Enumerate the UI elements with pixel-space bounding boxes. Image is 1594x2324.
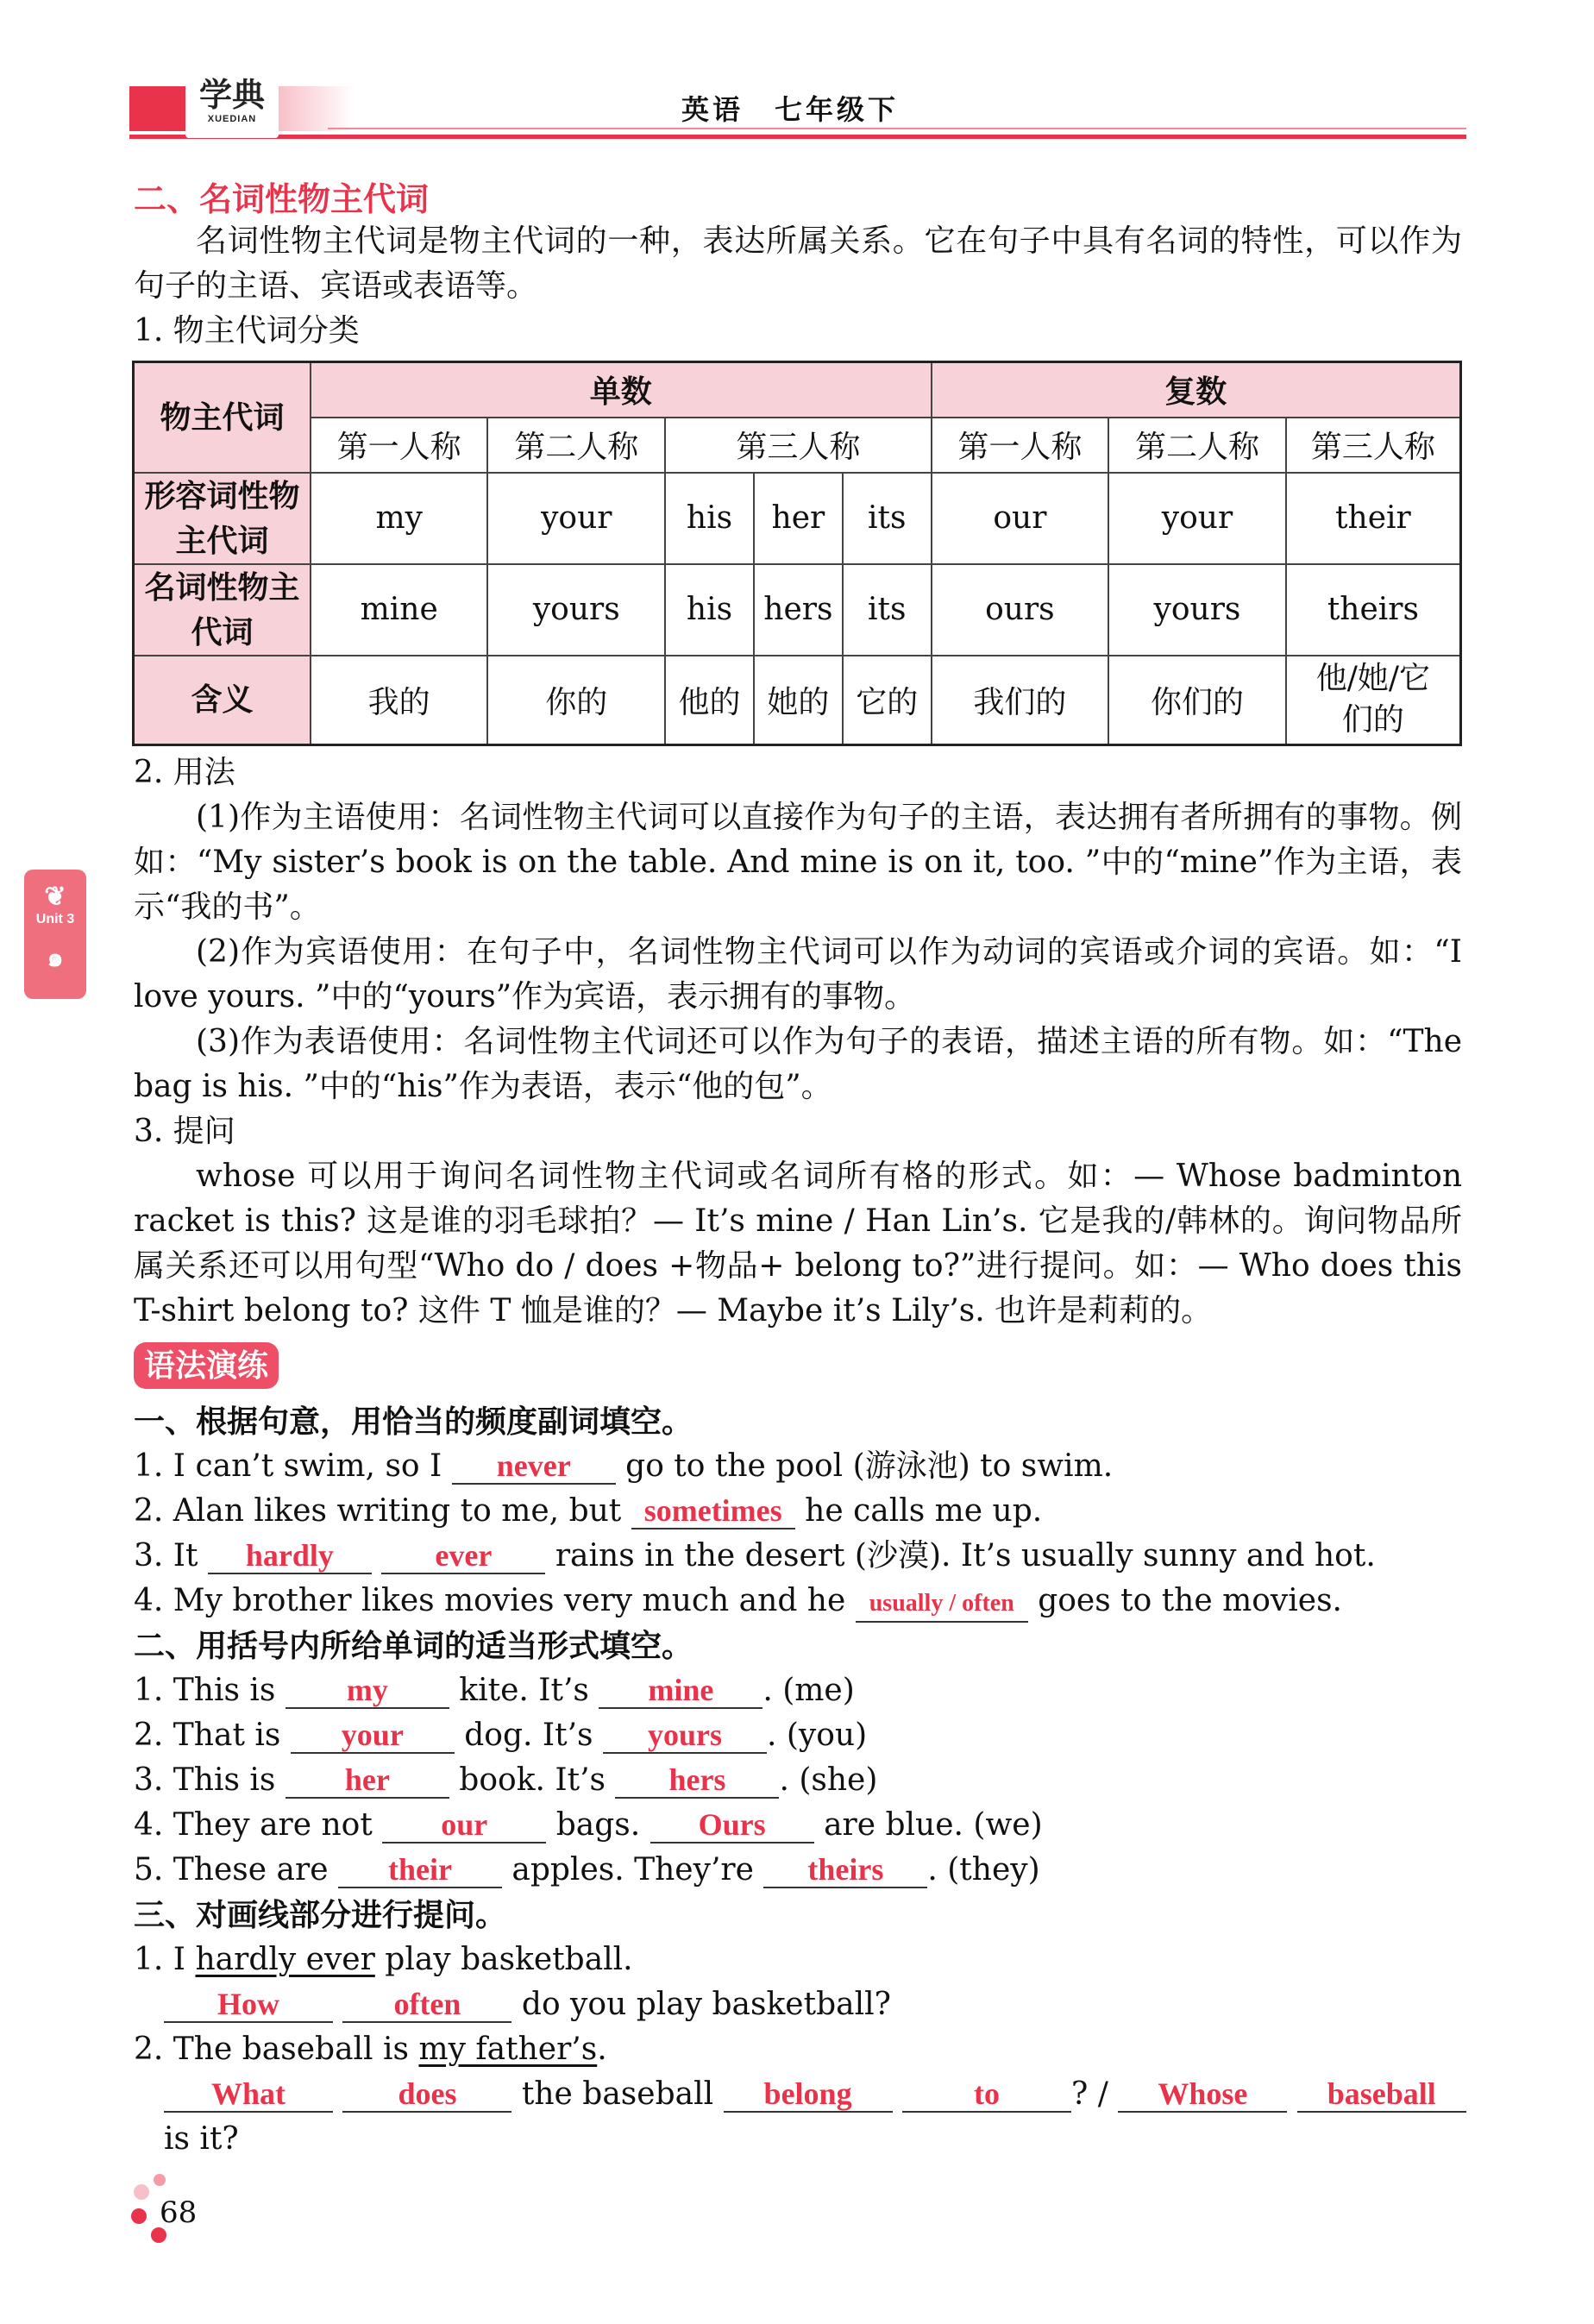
question-title: 3. 提问 bbox=[134, 1114, 235, 1149]
row-label: 名词性物主代词 bbox=[134, 564, 311, 656]
answer-blank[interactable]: baseball bbox=[1297, 2076, 1466, 2113]
table-cell: yours bbox=[487, 564, 665, 656]
answer-line bbox=[164, 1982, 891, 2027]
table-cell: 你们的 bbox=[1108, 656, 1286, 745]
table-cell: ours bbox=[932, 564, 1109, 656]
answer-blank[interactable]: usually / often bbox=[856, 1586, 1028, 1623]
table-cell: 她的 bbox=[754, 656, 843, 745]
exercise-text: do you play basketball? bbox=[511, 1987, 891, 2022]
unit-label: Unit 3 bbox=[35, 912, 75, 926]
answer-blank[interactable]: yours bbox=[603, 1718, 767, 1754]
section-title: 二、名词性物主代词 bbox=[134, 179, 430, 218]
logo-text: 学典 bbox=[198, 75, 265, 114]
table-cell: your bbox=[487, 473, 665, 564]
answer-blank[interactable]: to bbox=[902, 2076, 1071, 2113]
answer-blank[interactable]: belong bbox=[724, 2076, 893, 2113]
exercise-text: he calls me up. bbox=[794, 1493, 1043, 1529]
exercise-item bbox=[134, 1803, 1043, 1848]
exercise-text: apples. They’re bbox=[501, 1852, 764, 1887]
table-cell: our bbox=[932, 473, 1109, 564]
exercise-text: 3. This is bbox=[134, 1762, 286, 1798]
header-singular: 单数 bbox=[311, 362, 932, 418]
exercise-text: . (they) bbox=[927, 1852, 1040, 1887]
answer-blank[interactable]: her bbox=[286, 1762, 449, 1799]
exercise-text: 5. These are bbox=[134, 1852, 338, 1887]
pronoun-table bbox=[132, 361, 1462, 746]
exercise-text: 3. It bbox=[134, 1538, 208, 1573]
header-rule bbox=[129, 135, 1466, 139]
usage-title: 2. 用法 bbox=[134, 755, 235, 790]
answer-blank[interactable]: my bbox=[286, 1673, 449, 1709]
answer-blank[interactable]: hardly bbox=[208, 1538, 372, 1574]
subheading-classification: 1. 物主代词分类 bbox=[134, 313, 360, 349]
part3-title: 三、对画线部分进行提问。 bbox=[134, 1897, 507, 1933]
decor-dot bbox=[134, 2184, 149, 2200]
header-title: 英语 七年级下 bbox=[681, 93, 900, 126]
exercise-text: kite. It’s bbox=[449, 1673, 599, 1708]
person-header: 第三人称 bbox=[1286, 418, 1461, 473]
exercise-text: goes to the movies. bbox=[1027, 1583, 1343, 1618]
table-cell: 我的 bbox=[311, 656, 488, 745]
exercise-text: is it? bbox=[164, 2121, 239, 2157]
swirl-icon: ๑ bbox=[47, 944, 64, 972]
table-cell: its bbox=[843, 564, 932, 656]
exercise-text: 4. They are not bbox=[134, 1807, 383, 1843]
exercise-text: bags. bbox=[546, 1807, 650, 1843]
section-intro: 名词性物主代词是物主代词的一种，表达所属关系。它在句子中具有名词的特性，可以作为句子的主语、宾语或表语等。 bbox=[134, 223, 1462, 304]
exercise-text: . bbox=[597, 2032, 607, 2067]
exercise-text: are blue. (we) bbox=[813, 1807, 1043, 1843]
exercise-text: ? / bbox=[1071, 2076, 1119, 2112]
exercise-text: 2. The baseball is bbox=[134, 2032, 419, 2067]
table-row bbox=[134, 656, 1461, 745]
page-number: 68 bbox=[160, 2195, 198, 2230]
part1-title: 一、根据句意，用恰当的频度副词填空。 bbox=[134, 1404, 693, 1440]
table-cell: his bbox=[665, 564, 754, 656]
person-header: 第一人称 bbox=[932, 418, 1109, 473]
person-header: 第一人称 bbox=[311, 418, 488, 473]
answer-line bbox=[164, 2072, 1466, 2117]
exercise-text: 1. I can’t swim, so I bbox=[134, 1448, 452, 1484]
table-cell: her bbox=[754, 473, 843, 564]
exercise-item bbox=[134, 1713, 867, 1758]
exercise-item bbox=[134, 2027, 607, 2072]
row-label: 含义 bbox=[134, 656, 311, 745]
table-row bbox=[134, 564, 1461, 656]
exercise-text: . (she) bbox=[779, 1762, 878, 1798]
exercise-text: rains in the desert (沙漠). It’s usually sunny and hot. bbox=[545, 1538, 1376, 1573]
exercise-item bbox=[134, 1579, 1342, 1624]
table-cell: mine bbox=[311, 564, 488, 656]
exercise-text: dog. It’s bbox=[454, 1718, 603, 1753]
answer-blank[interactable]: our bbox=[382, 1807, 546, 1843]
exercise-text: play basketball. bbox=[374, 1942, 633, 1977]
table-cell: your bbox=[1108, 473, 1286, 564]
exercise-text: 1. I bbox=[134, 1942, 196, 1977]
table-cell: my bbox=[311, 473, 488, 564]
decor-dot bbox=[131, 2208, 147, 2224]
usage-paragraph-3: (3)作为表语使用：名词性物主代词还可以作为句子的表语，描述主语的所有物。如：“The bag is his. ”中的“his”作为表语，表示“他的包”。 bbox=[134, 1024, 1462, 1104]
exercise-item bbox=[134, 1444, 1113, 1489]
table-cell: 它的 bbox=[843, 656, 932, 745]
exercise-item bbox=[134, 1534, 1376, 1579]
answer-blank[interactable]: theirs bbox=[763, 1852, 927, 1888]
exercise-item bbox=[134, 1938, 633, 1982]
exercise-text: 2. That is bbox=[134, 1718, 291, 1753]
exercise-item bbox=[134, 1668, 855, 1713]
table-cell: yours bbox=[1108, 564, 1286, 656]
unit-side-tab bbox=[24, 870, 86, 999]
logo-subtext: XUEDIAN bbox=[207, 114, 257, 124]
exercise-item bbox=[134, 1489, 1042, 1534]
answer-blank[interactable]: their bbox=[338, 1852, 502, 1888]
exercise-text: the baseball bbox=[511, 2076, 724, 2112]
answer-blank[interactable]: Ours bbox=[650, 1807, 814, 1843]
table-cell: 我们的 bbox=[932, 656, 1109, 745]
usage-paragraph-2: (2)作为宾语使用：在句子中，名词性物主代词可以作为动词的宾语或介词的宾语。如：“I love yours. ”中的“yours”作为宾语，表示拥有的事物。 bbox=[134, 934, 1462, 1014]
exercise-text: 1. This is bbox=[134, 1673, 286, 1708]
table-cell: its bbox=[843, 473, 932, 564]
exercise-text: . (me) bbox=[762, 1673, 855, 1708]
header-thin-line bbox=[328, 128, 1466, 129]
person-header: 第二人称 bbox=[487, 418, 665, 473]
answer-blank[interactable]: your bbox=[291, 1718, 455, 1754]
table-cell: 他/她/它们的 bbox=[1286, 656, 1461, 745]
table-cell: their bbox=[1286, 473, 1461, 564]
answer-blank[interactable]: What bbox=[164, 2076, 333, 2113]
part2-title: 二、用括号内所给单词的适当形式填空。 bbox=[134, 1628, 693, 1664]
answer-blank[interactable]: Whose bbox=[1118, 2076, 1287, 2113]
exercise-item bbox=[134, 1758, 877, 1803]
table-cell: theirs bbox=[1286, 564, 1461, 656]
answer-blank[interactable]: never bbox=[452, 1448, 616, 1485]
table-corner: 物主代词 bbox=[134, 362, 311, 473]
exercise-item bbox=[134, 1848, 1040, 1893]
answer-blank[interactable]: does bbox=[342, 2076, 511, 2113]
decor-dot bbox=[154, 2174, 166, 2186]
table-cell: hers bbox=[754, 564, 843, 656]
underlined-phrase: my father’s bbox=[418, 2032, 598, 2067]
wing-icon: ❦ bbox=[44, 882, 66, 911]
table-row bbox=[134, 473, 1461, 564]
answer-blank[interactable]: often bbox=[342, 1987, 511, 2023]
answer-blank[interactable]: hers bbox=[615, 1762, 779, 1799]
exercise-text: book. It’s bbox=[449, 1762, 616, 1798]
row-label: 形容词性物主代词 bbox=[134, 473, 311, 564]
logo bbox=[185, 76, 279, 138]
underlined-phrase: hardly ever bbox=[195, 1942, 375, 1977]
answer-blank[interactable]: ever bbox=[381, 1538, 545, 1574]
table-cell: 他的 bbox=[665, 656, 754, 745]
exercise-text: . (you) bbox=[766, 1718, 868, 1753]
question-paragraph: whose 可以用于询问名词性物主代词或名词所有格的形式。如：— Whose badminton racket is this? 这是谁的羽毛球拍？— It’s mine / Han Lin’s. 它是我的/韩林的。询问物品所属关系还可以用句型“Who do / does +物品+ belong to?”进行提问。如：— Who does this T-shirt belong to? 这件 T 恤是谁的？— Maybe it’s Lily’s. 也许是莉莉的。 bbox=[134, 1159, 1462, 1328]
answer-blank[interactable]: sometimes bbox=[631, 1493, 795, 1529]
usage-paragraph-1: (1)作为主语使用：名词性物主代词可以直接作为句子的主语，表达拥有者所拥有的事物。例如：“My sister’s book is on the table. And mine is on it, too. ”中的“mine”作为主语，表示“我的书”。 bbox=[134, 800, 1462, 925]
exercise-text: go to the pool (游泳池) to swim. bbox=[615, 1448, 1114, 1484]
person-header: 第三人称 bbox=[665, 418, 932, 473]
practice-badge: 语法演练 bbox=[134, 1342, 279, 1389]
exercise-text: 2. Alan likes writing to me, but bbox=[134, 1493, 631, 1529]
answer-blank[interactable]: mine bbox=[599, 1673, 762, 1709]
exercise-text: 4. My brother likes movies very much and he bbox=[134, 1583, 856, 1618]
answer-blank[interactable]: How bbox=[164, 1987, 333, 2023]
person-header: 第二人称 bbox=[1108, 418, 1286, 473]
table-cell: his bbox=[665, 473, 754, 564]
header-plural: 复数 bbox=[932, 362, 1461, 418]
table-cell: 你的 bbox=[487, 656, 665, 745]
